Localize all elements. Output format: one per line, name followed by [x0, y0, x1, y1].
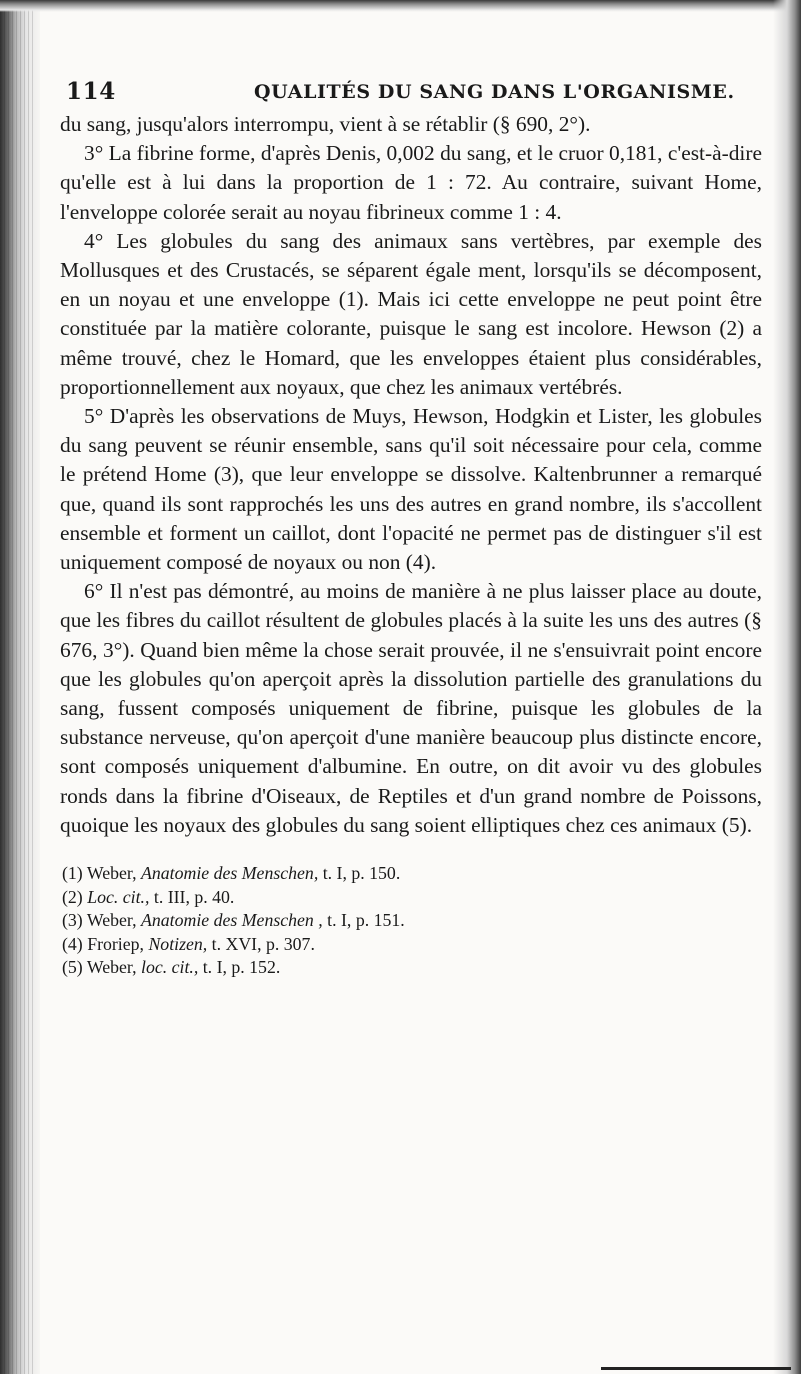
- footnote-work: Notizen,: [148, 933, 208, 954]
- paragraph-4: 4° Les globules du sang des animaux sans vertèbres, par exemple des Mollusques et des Crustacés, se séparent égale ment, lorsqu'ils se décomposent, en un noyau et une enveloppe (1). Mais ici cette enveloppe ne peut point être constituée par la matière colorante, puisque le sang est incolore. Hewson (2) a même trouvé, chez le Homard, que les enveloppes étaient plus considérables, proportionnellement aux noyaux, que chez les animaux vertébrés.: [60, 228, 762, 399]
- footnote-work: Anatomie des Menschen ,: [141, 910, 323, 931]
- footnote-work: loc. cit.,: [141, 957, 199, 978]
- top-edge-shadow: [0, 0, 801, 12]
- body-text: [44, 110, 762, 840]
- footnote: [62, 956, 762, 980]
- page-number: 114: [66, 78, 116, 105]
- page-content: [44, 74, 762, 980]
- footnote-number: (5): [62, 957, 83, 978]
- running-head: [44, 74, 762, 110]
- footnote-ref: t. I, p. 152.: [202, 957, 281, 978]
- footnote-number: (1): [62, 863, 83, 884]
- paragraph-6: 6° Il n'est pas démontré, au moins de manière à ne plus laisser place au doute, que les fibres du caillot résultent de globules placés à la suite les uns des autres (§ 676, 3°). Quand bien même la chose serait prouvée, il ne s'ensuivrait point encore que les globules qu'on aperçoit après la dissolution partielle des granulations du sang, fussent composés uniquement de fibrine, puisque les globules de la substance nerveuse, qu'on aperçoit d'une manière beaucoup plus distincte encore, sont composés uniquement d'albumine. En outre, on dit avoir vu des globules ronds dans la fibrine d'Oiseaux, de Reptiles et d'un grand nombre de Poissons, quoique les noyaux des globules du sang soient elliptiques chez ces animaux (5).: [60, 579, 762, 837]
- footnote-ref: t. XVI, p. 307.: [211, 933, 315, 954]
- paragraph-continuation: du sang, jusqu'alors interrompu, vient à se rétablir (§ 690, 2°).: [60, 112, 591, 136]
- paragraph-5: 5° D'après les observations de Muys, Hewson, Hodgkin et Lister, les globules du sang peuvent se réunir ensemble, sans qu'il soit nécessaire pour cela, comme le prétend Home (3), que leur enveloppe se dissolve. Kaltenbrunner a remarqué que, quand ils sont rapprochés les uns des autres en grand nombre, ils s'accollent ensemble et forment un caillot, dont l'opacité ne permet pas de distinguer s'il est uniquement composé de noyaux ou non (4).: [60, 404, 762, 575]
- running-title: QUALITÉS DU SANG DANS L'ORGANISME.: [254, 81, 735, 103]
- footnote-work: Anatomie des Menschen,: [141, 863, 319, 884]
- footnote-author: Weber,: [86, 910, 137, 931]
- footnote-number: (3): [62, 910, 83, 931]
- footnotes: [44, 862, 762, 980]
- footnote-author: Froriep,: [87, 933, 144, 954]
- right-edge-shadow: [773, 0, 801, 1374]
- paragraph-3: 3° La fibrine forme, d'après Denis, 0,002 du sang, et le cruor 0,181, c'est-à-dire qu'elle est à lui dans la proportion de 1 : 72. Au contraire, suivant Home, l'enveloppe colorée serait au noyau fibrineux comme 1 : 4.: [60, 141, 762, 224]
- footnote: [62, 909, 762, 933]
- footnote: [62, 886, 762, 910]
- footnote-number: (2): [62, 886, 83, 907]
- footnote-ref: t. III, p. 40.: [153, 886, 235, 907]
- footnote-ref: t. I, p. 150.: [322, 863, 401, 884]
- footnote-author: Weber,: [86, 863, 137, 884]
- footnote: [62, 933, 762, 957]
- binding-texture: [4, 0, 34, 1374]
- footnote-author: Weber,: [86, 957, 137, 978]
- bottom-edge-mark: [601, 1367, 791, 1370]
- footnote-ref: t. I, p. 151.: [327, 910, 405, 931]
- footnote-number: (4): [62, 933, 83, 954]
- footnote-work: Loc. cit.,: [87, 886, 150, 907]
- footnote: [62, 862, 762, 886]
